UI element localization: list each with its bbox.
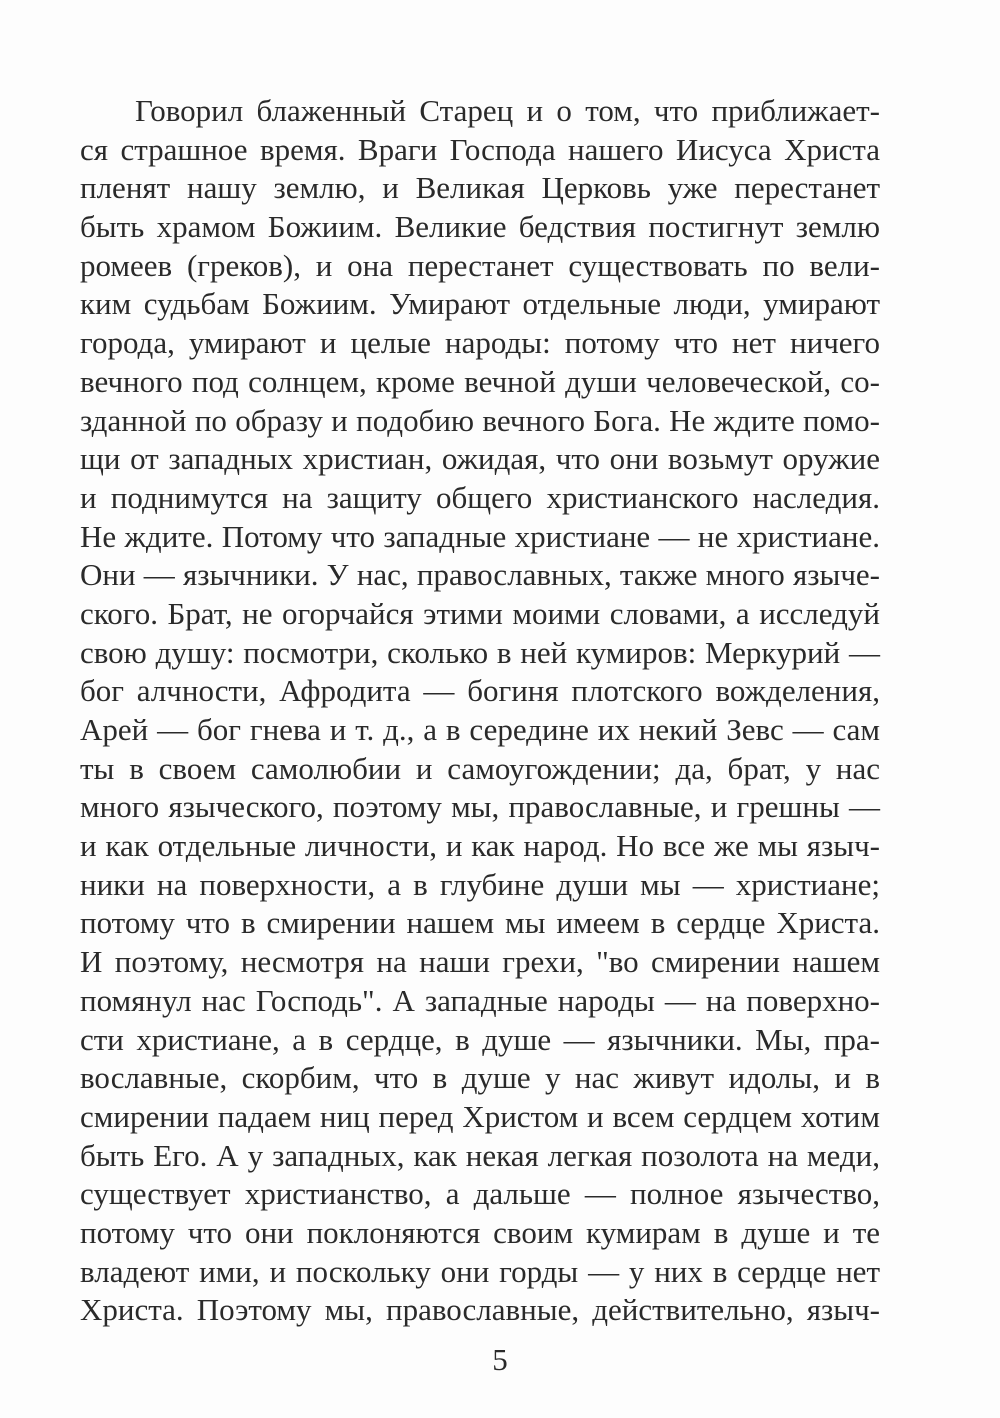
text-line: вечного под солнцем, кроме вечной души человеческой, со- [80,363,880,399]
text-line: Христа. Поэтому мы, православные, действительно, языч- [80,1292,880,1328]
text-line: Они — язычники. У нас, православных, также много языче- [80,557,880,593]
text-line: вославные, скорбим, что в душе у нас живут идолы, и в [80,1060,880,1096]
text-line: и как отдельные личности, и как народ. Но все же мы языч- [80,828,880,864]
text-line: существует христианство, а дальше — полное язычество, [80,1176,880,1212]
text-line: щи от западных христиан, ожидая, что они возьмут оружие [80,441,880,477]
text-line: ромеев (греков), и она перестанет существовать по вели- [80,247,880,283]
text-line: много языческого, поэтому мы, православные, и грешны — [80,789,880,825]
text-line: ся страшное время. Враги Господа нашего Иисуса Христа [80,131,880,167]
body-text [80,92,880,1330]
text-line: ты в своем самолюбии и самоугождении; да, брат, у нас [80,750,880,786]
text-line: ники на поверхности, а в глубине души мы — христиане; [80,866,880,902]
text-line: ского. Брат, не огорчайся этими моими словами, а исследуй [80,595,880,631]
text-line: ким судьбам Божиим. Умирают отдельные люди, умирают [80,286,880,322]
text-line: бог алчности, Афродита — богиня плотского вожделения, [80,673,880,709]
text-line: города, умирают и целые народы: потому что нет ничего [80,325,880,361]
page-number: 5 [492,1342,508,1377]
text-line: быть Его. А у западных, как некая легкая позолота на меди, [80,1137,880,1173]
text-line: сти христиане, а в сердце, в душе — язычники. Мы, пра- [80,1021,880,1057]
text-line: владеют ими, и поскольку они горды — у них в сердце нет [80,1253,880,1289]
text-line: пленят нашу землю, и Великая Церковь уже перестанет [80,170,880,206]
text-line: Не ждите. Потому что западные христиане — не христиане. [80,518,880,554]
text-line: потому что в смирении нашем мы имеем в сердце Христа. [80,905,880,941]
text-line: быть храмом Божиим. Великие бедствия постигнут землю [80,209,880,245]
text-line: помянул нас Господь". А западные народы — на поверхно- [80,982,880,1018]
text-line: свою душу: посмотри, сколько в ней кумиров: Меркурий — [80,634,880,670]
text-line: смирении падаем ниц перед Христом и всем сердцем хотим [80,1098,880,1134]
text-line: Говорил блаженный Старец и о том, что приближает- [135,93,880,128]
text-line: И поэтому, несмотря на наши грехи, "во смирении нашем [80,944,880,980]
text-line: зданной по образу и подобию вечного Бога. Не ждите помо- [80,402,880,438]
text-line: Арей — бог гнева и т. д., а в середине их некий Зевс — сам [80,712,880,747]
text-line: и поднимутся на защиту общего христианского наследия. [80,479,880,515]
text-line: потому что они поклоняются своим кумирам в душе и те [80,1214,880,1250]
